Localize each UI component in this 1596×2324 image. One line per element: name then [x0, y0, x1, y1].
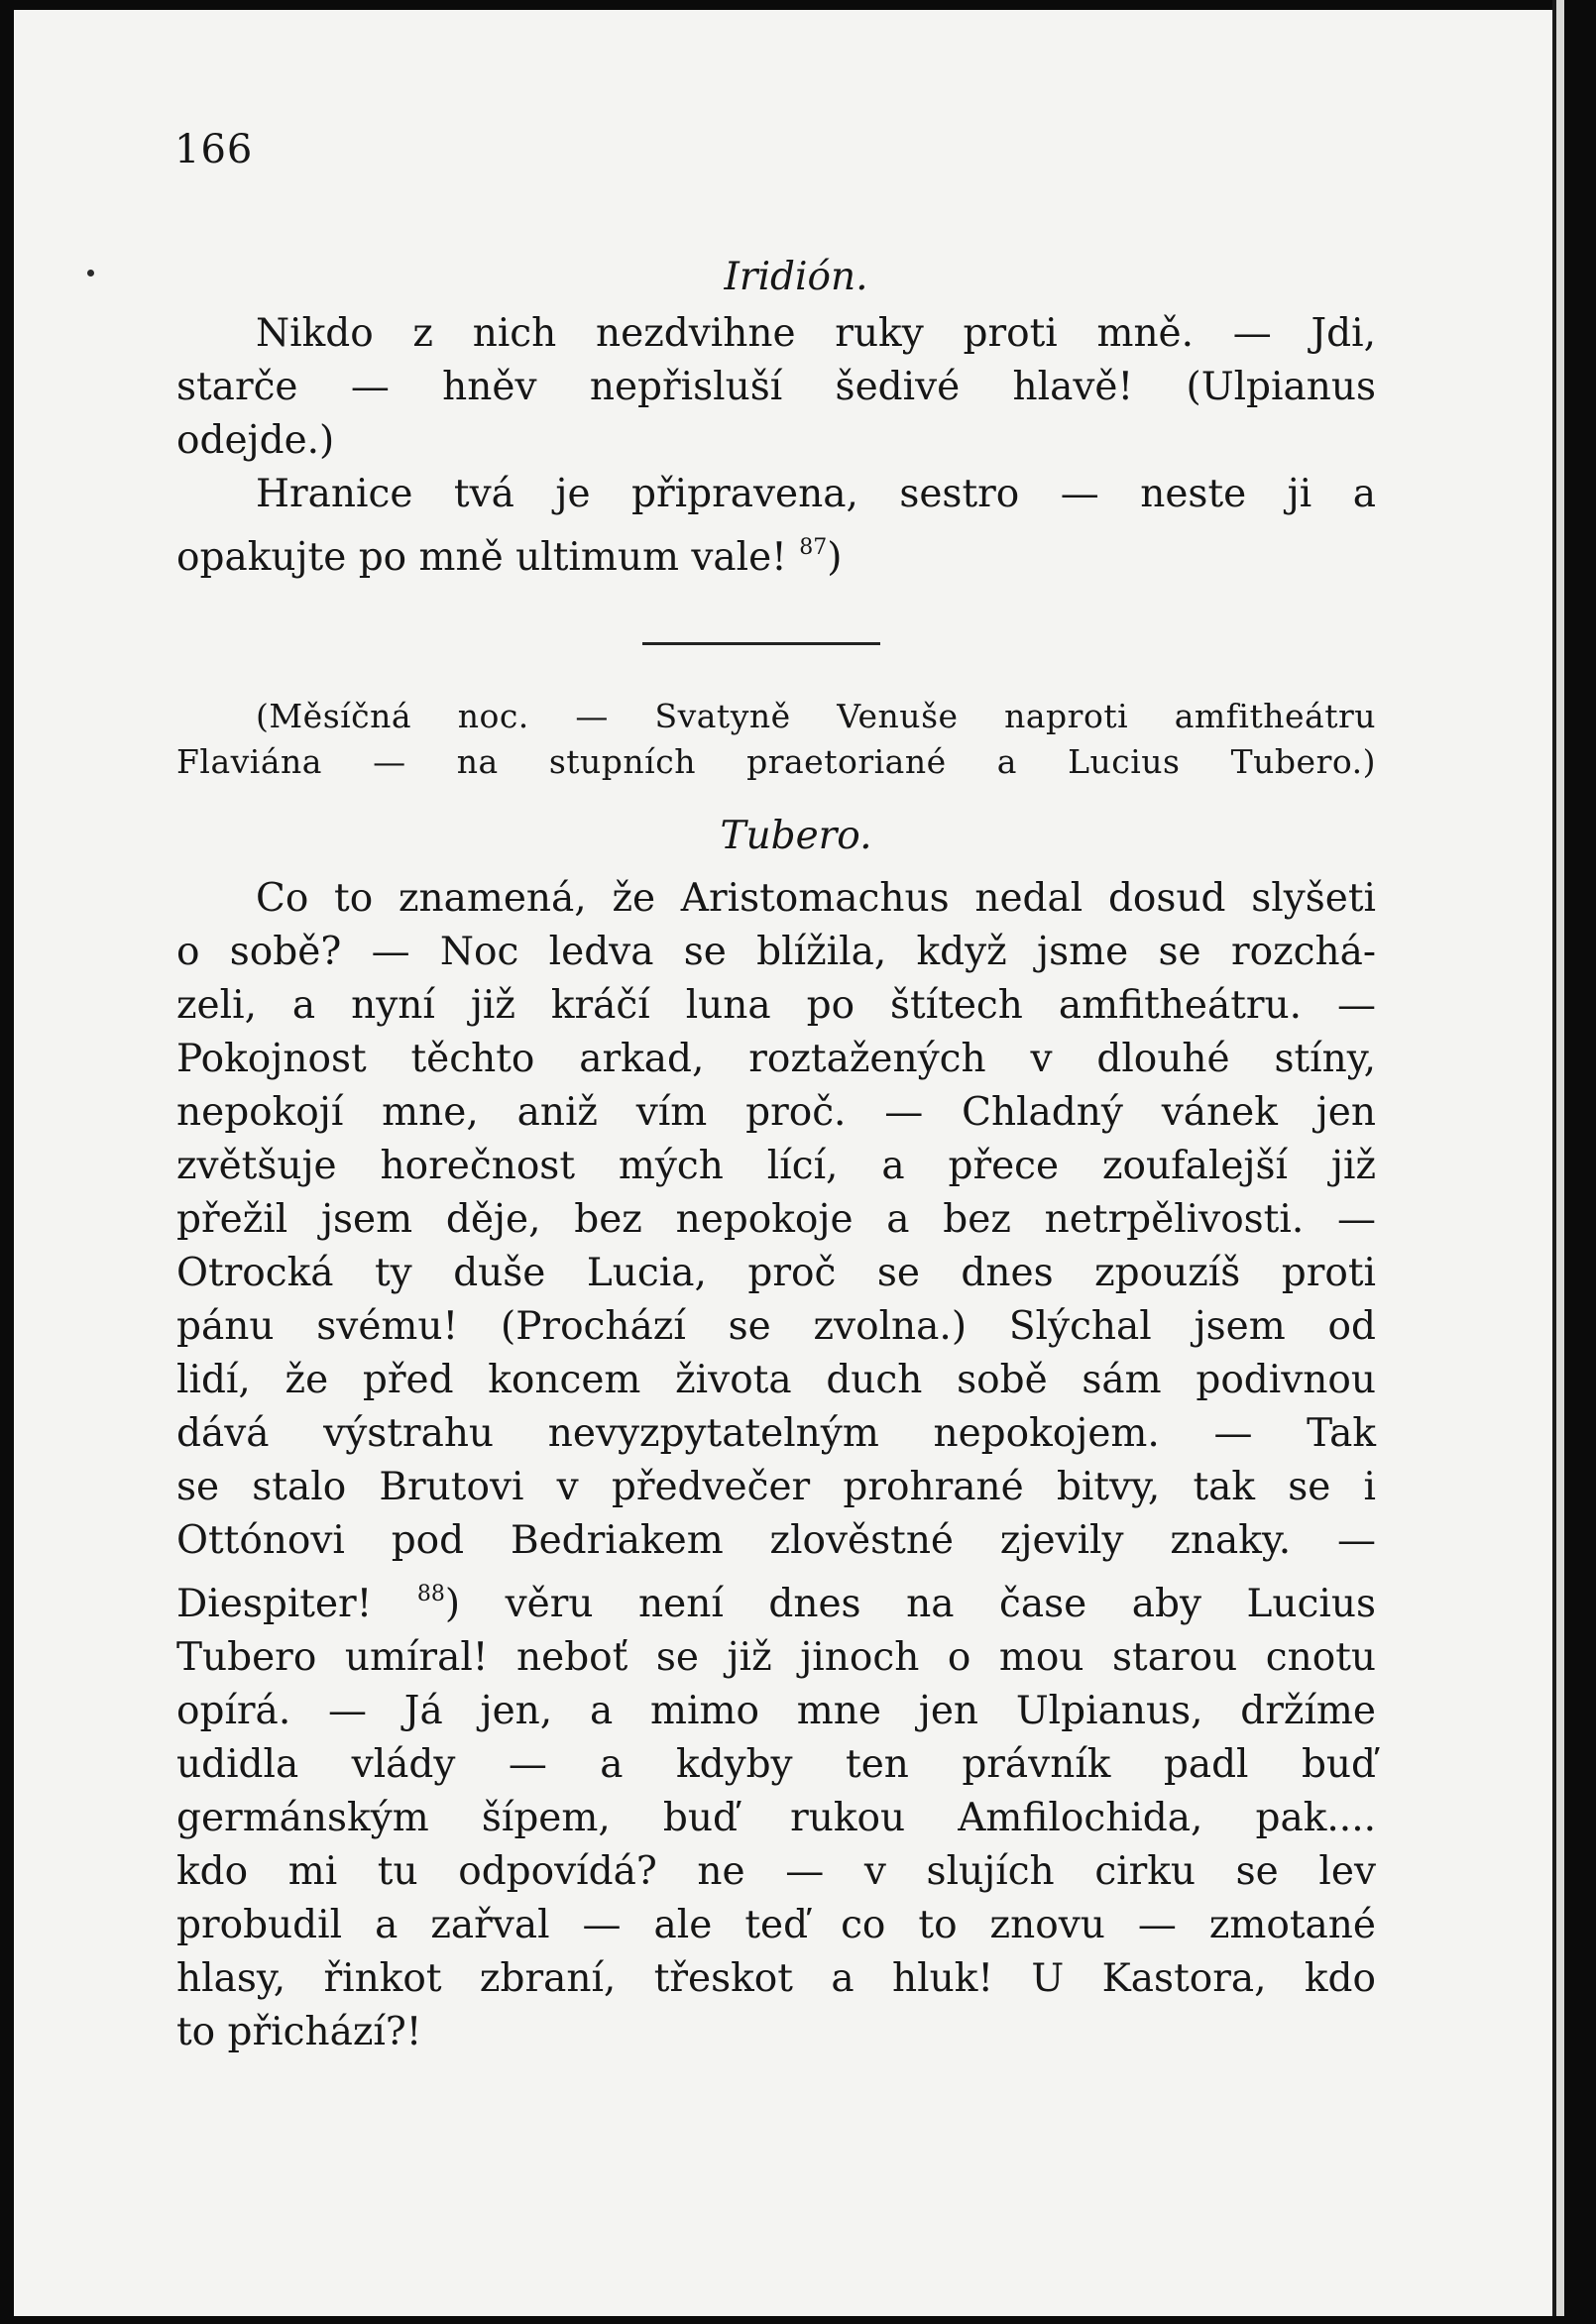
text-line: Nikdo z nich nezdvihne ruky proti mně. — Jdi, — [256, 311, 1376, 356]
text-line-end: ) věru není dnes na čase aby Lucius — [444, 1582, 1376, 1626]
text-line: lidí, že před koncem života duch sobě sám podivnou — [176, 1358, 1376, 1402]
text-line: kdo mi tu odpovídá? ne — v slujích cirku se lev — [176, 1849, 1376, 1894]
speaker-name-iridion: Iridión. — [724, 255, 868, 299]
text-line: zvětšuje horečnost mých lící, a přece zoufalejší již — [176, 1144, 1376, 1188]
footnote-marker: 88 — [416, 1582, 445, 1606]
footnote-marker: 87 — [799, 535, 828, 560]
text-line: o sobě? — Noc ledva se blížila, když jsme se rozchá- — [176, 930, 1376, 974]
text-line-start: Diespiter! — [176, 1582, 417, 1626]
page-number: 166 — [174, 127, 254, 172]
text-line: to přichází?! — [176, 2010, 422, 2054]
text-block — [176, 248, 1376, 2059]
text-line: germánským šípem, buď rukou Amfilochida, pak.... — [176, 1796, 1376, 1840]
text-line: Tubero umíral! neboť se již jinoch o mou starou cnotu — [176, 1635, 1376, 1680]
text-line: probudil a zařval — ale teď co to znovu — zmotané — [176, 1903, 1376, 1947]
scan-border-left — [0, 0, 14, 2324]
text-line: Hranice tvá je připravena, sestro — neste ji a — [256, 472, 1376, 516]
text-line: Co to znamená, že Aristomachus nedal dosud slyšeti — [256, 876, 1376, 921]
scan-border-right-gap — [1556, 0, 1564, 2324]
speaker-name-tubero: Tubero. — [720, 814, 872, 858]
text-line: přežil jsem děje, bez nepokoje a bez netrpělivosti. — — [176, 1197, 1376, 1242]
text-line: Pokojnost těchto arkad, roztažených v dlouhé stíny, — [176, 1037, 1376, 1081]
text-line: nepokojí mne, aniž vím proč. — Chladný vánek jen — [176, 1090, 1376, 1135]
footnote-close: ) — [827, 535, 843, 580]
stage-line: (Měsíčná noc. — Svatyně Venuše naproti amfitheátru — [256, 697, 1376, 735]
speech-tubero — [176, 872, 1376, 2059]
speech-iridion — [176, 307, 1376, 585]
text-line-with-footnote — [176, 521, 1376, 585]
text-line: odejde.) — [176, 418, 335, 463]
text-line: pánu svému! (Prochází se zvolna.) Slýchal jsem od — [176, 1304, 1376, 1349]
text-line: starče — hněv nepřisluší šedivé hlavě! (Ulpianus — [176, 365, 1376, 409]
ink-speck — [87, 270, 94, 277]
divider-rule — [642, 642, 880, 645]
text-line: hlasy, řinkot zbraní, třeskot a hluk! U Kastora, kdo — [176, 1956, 1376, 2001]
text-line-content: opakujte po mně ultimum vale! — [176, 535, 800, 580]
text-line: Ottónovi pod Bedriakem zlověstné zjevily znaky. — — [176, 1518, 1376, 1563]
text-line: zeli, a nyní již kráčí luna po štítech amfitheátru. — — [176, 983, 1376, 1028]
text-line: opírá. — Já jen, a mimo mne jen Ulpianus, držíme — [176, 1689, 1376, 1733]
stage-line: Flaviána — na stupních praetoriané a Lucius Tubero.) — [176, 742, 1376, 781]
scan-border-top — [0, 0, 1596, 10]
stage-direction — [176, 694, 1376, 785]
text-line: dává výstrahu nevyzpytatelným nepokojem. — Tak — [176, 1411, 1376, 1456]
section-divider — [176, 585, 1376, 694]
text-line: udidla vlády — a kdyby ten právník padl buď — [176, 1742, 1376, 1787]
text-line: se stalo Brutovi v předvečer prohrané bitvy, tak se i — [176, 1465, 1376, 1509]
text-line-with-footnote — [176, 1568, 1376, 1631]
scan-border-bottom — [0, 2316, 1596, 2324]
text-line: Otrocká ty duše Lucia, proč se dnes zpouzíš proti — [176, 1251, 1376, 1295]
scan-border-right — [1564, 0, 1596, 2324]
